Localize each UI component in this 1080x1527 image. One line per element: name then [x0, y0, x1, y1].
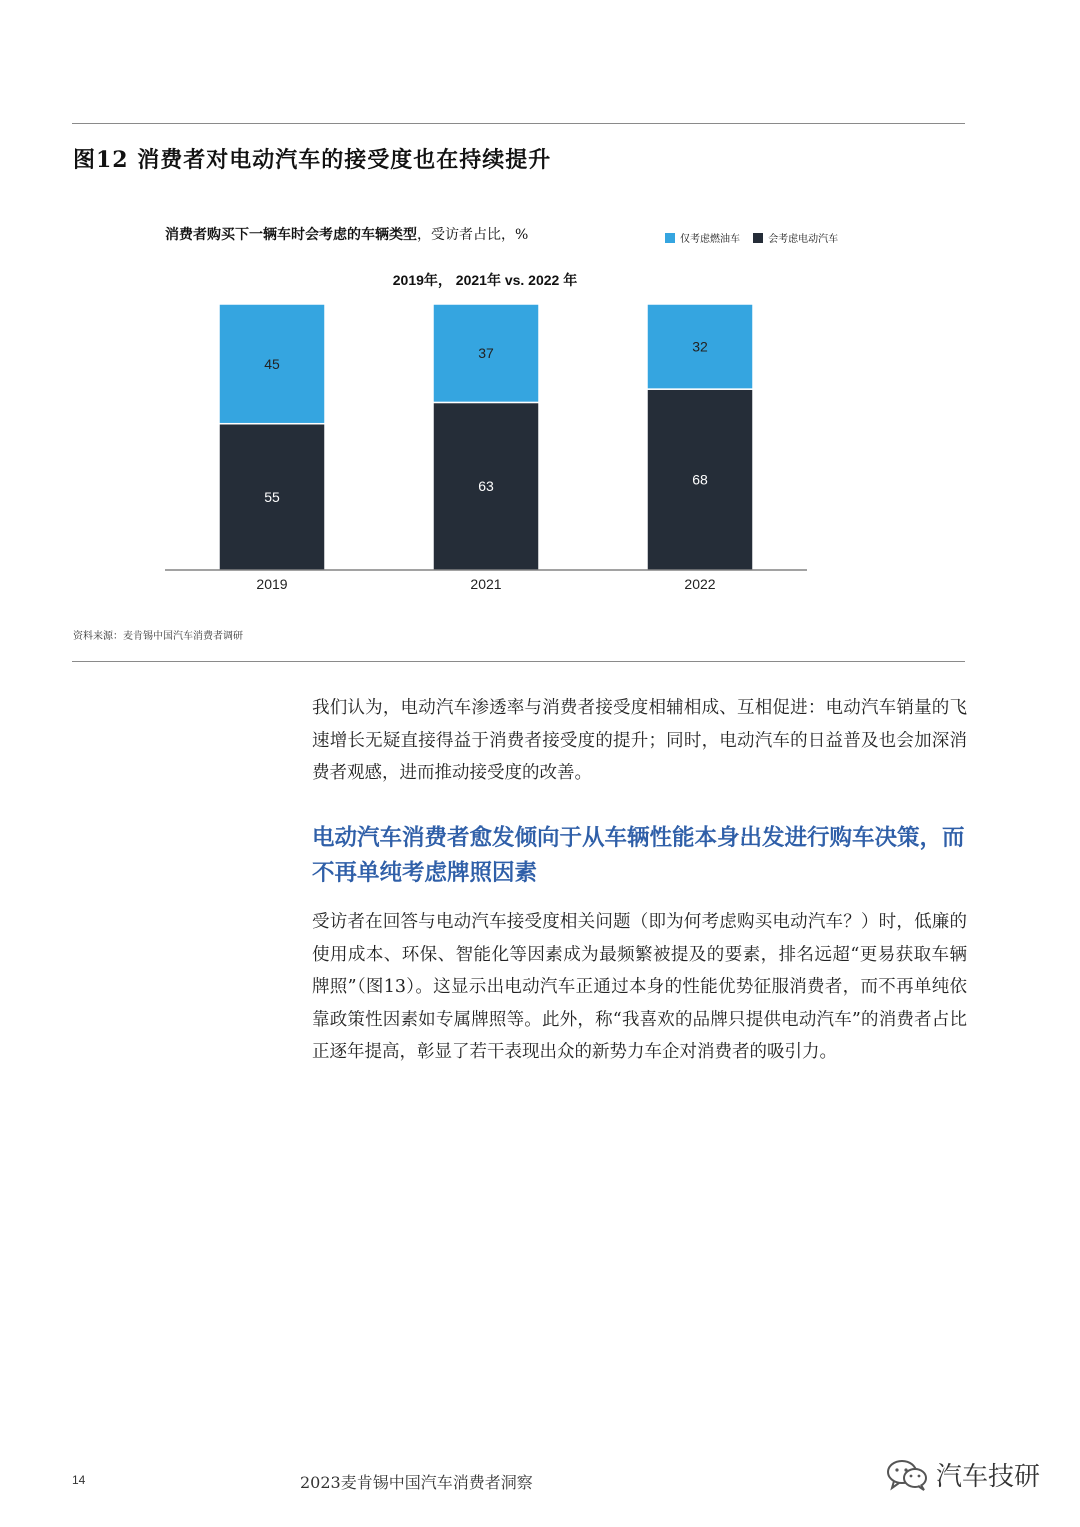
- legend-label-ev: 会考虑电动汽车: [768, 234, 839, 245]
- bottom-rule: [72, 661, 965, 662]
- watermark: [886, 1456, 1040, 1493]
- paragraph-1: 我们认为，电动汽车渗透率与消费者接受度相辅相成、互相促进：电动汽车销量的飞速增长无疑直接得益于消费者接受度的提升；同时，电动汽车的日益普及也会加深消费者观感，进而推动接受度的改善。: [312, 698, 967, 783]
- paragraph-2: 受访者在回答与电动汽车接受度相关问题（即为何考虑购买电动汽车？）时，低廉的使用成本、环保、智能化等因素成为最频繁被提及的要素，排名远超“更易获取车辆牌照”（图13）。这显示出电动汽车正通过本身的性能优势征服消费者，而不再单纯依靠政策性因素如专属牌照等。此外，称“我喜欢的品牌只提供电动汽车”的消费者占比正逐年提高，彰显了若干表现出众的新势力车企对消费者的吸引力。: [312, 912, 967, 1062]
- chart-title: 消费者购买下一辆车时会考虑的车辆类型: [165, 227, 417, 243]
- chart-period: 2019年， 2021年 vs. 2022 年: [392, 272, 578, 288]
- source-note: 资料来源：麦肯锡中国汽车消费者调研: [73, 631, 243, 642]
- section-heading: 电动汽车消费者愈发倾向于从车辆性能本身出发进行购车决策，而不再单纯考虑牌照因素: [312, 825, 965, 886]
- data-label-2019-series-1: 45: [264, 355, 280, 372]
- wechat-icon: [886, 1458, 930, 1492]
- legend-label-ice: 仅考虑燃油车: [680, 234, 740, 245]
- watermark-text: 汽车技研: [936, 1462, 1041, 1492]
- x-tick-label-2021: 2021: [470, 576, 502, 592]
- x-tick-label-2019: 2019: [256, 576, 288, 592]
- data-label-2021-series-0: 63: [478, 478, 494, 495]
- data-label-2022-series-0: 68: [692, 471, 708, 488]
- x-tick-label-2022: 2022: [684, 576, 716, 592]
- footer-title: 2023麦肯锡中国汽车消费者洞察: [300, 1473, 533, 1492]
- stacked-bar-chart: [0, 0, 1080, 610]
- data-label-2021-series-1: 37: [478, 345, 494, 362]
- page-number: 14: [72, 1473, 86, 1487]
- chart-title-suffix: ，受访者占比，%: [417, 227, 529, 243]
- figure-title: 图12 消费者对电动汽车的接受度也在持续提升: [73, 147, 552, 173]
- data-label-2019-series-0: 55: [264, 488, 280, 505]
- data-label-2022-series-1: 32: [692, 338, 708, 355]
